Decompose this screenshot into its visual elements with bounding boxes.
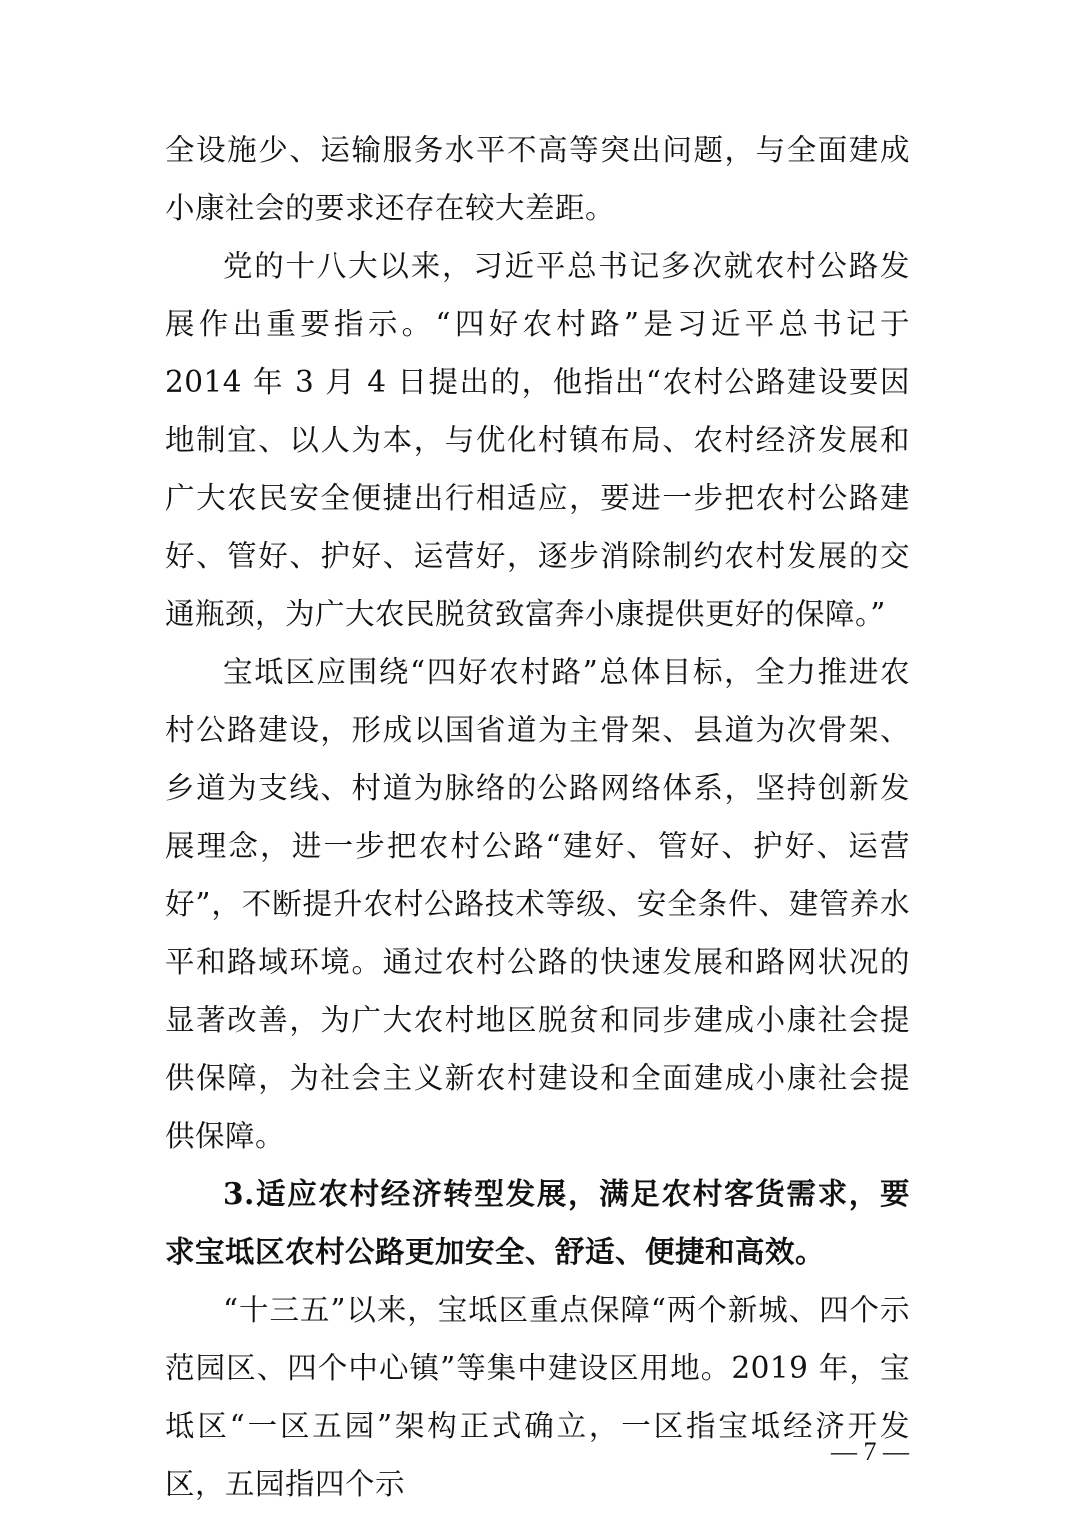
paragraph-thirteenth-five-year: “十三五”以来，宝坻区重点保障“两个新城、四个示范园区、四个中心镇”等集中建设区用地。2019 年，宝坻区“一区五园”架构正式确立，一区指宝坻经济开发区，五园指四个示 — [165, 1293, 910, 1501]
paragraph-baodi-goals: 宝坻区应围绕“四好农村路”总体目标，全力推进农村公路建设，形成以国省道为主骨架、县道为次骨架、乡道为支线、村道为脉络的公路网络体系，坚持创新发展理念，进一步把农村公路“建好、管好、护好、运营好”，不断提升农村公路技术等级、安全条件、建管养水平和路域环境。通过农村公路的快速发展和路网状况的显著改善，为广大农村地区脱贫和同步建成小康社会提供保障，为社会主义新农村建设和全面建成小康社会提供保障。 — [165, 655, 910, 1153]
page-body — [165, 121, 910, 1513]
section-heading-3: 3.适应农村经济转型发展，满足农村客货需求，要求宝坻区农村公路更加安全、舒适、便捷和高效。 — [165, 1176, 910, 1269]
paragraph-xi-instructions: 党的十八大以来，习近平总书记多次就农村公路发展作出重要指示。“四好农村路”是习近平总书记于 2014 年 3 月 4 日提出的，他指出“农村公路建设要因地制宜、以人为本，与优化村镇布局、农村经济发展和广大农民安全便捷出行相适应，要进一步把农村公路建好、管好、护好、运营好，逐步消除制约农村发展的交通瓶颈，为广大农民脱贫致富奔小康提供更好的保障。” — [165, 249, 910, 631]
page-number: — 7 — — [831, 1437, 909, 1466]
paragraph-continuation: 全设施少、运输服务水平不高等突出问题，与全面建成小康社会的要求还存在较大差距。 — [165, 133, 910, 225]
